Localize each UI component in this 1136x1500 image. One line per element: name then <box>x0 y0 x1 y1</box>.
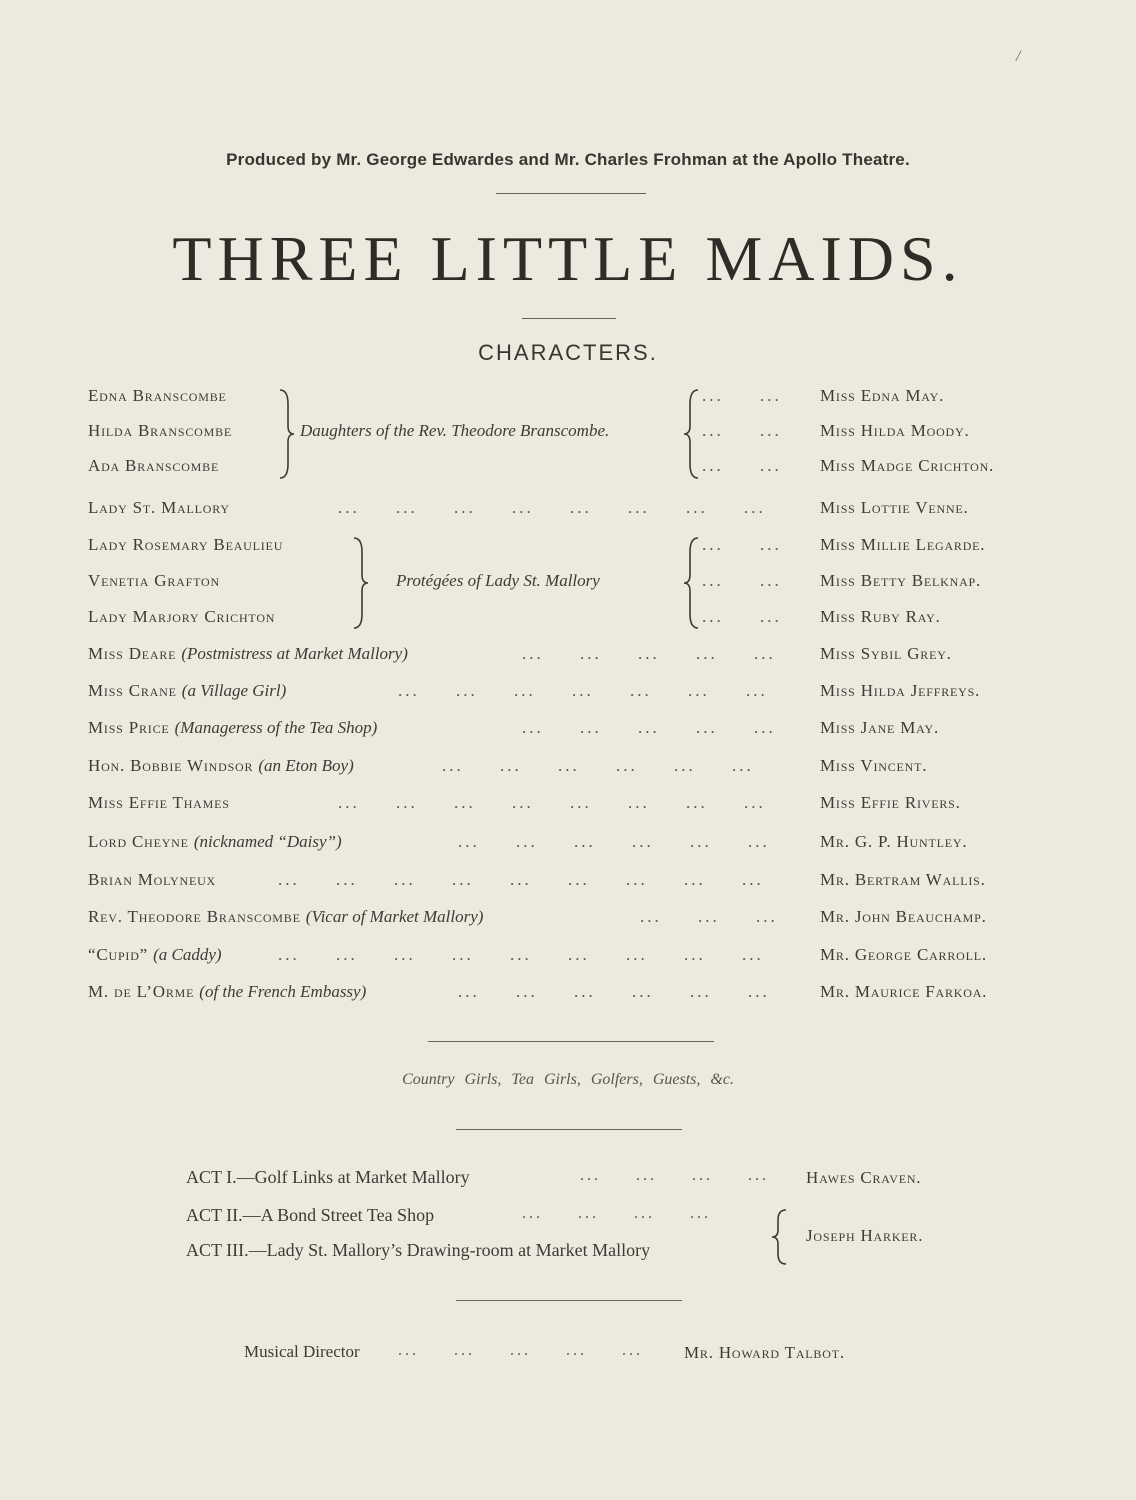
producer-line: Produced by Mr. George Edwardes and Mr. Charles Frohman at the Apollo Theatre. <box>226 150 910 169</box>
character-name: Miss Price (Manageress of the Tea Shop) <box>88 718 378 737</box>
actor-name: Miss Ruby Ray. <box>820 607 941 626</box>
actor-name: Miss Edna May. <box>820 386 945 405</box>
actor-name: Miss Millie Legarde. <box>820 535 986 554</box>
character-name: Venetia Grafton <box>88 571 220 590</box>
divider-2 <box>522 318 616 319</box>
character-name: Rev. Theodore Branscombe (Vicar of Market Mallory) <box>88 907 484 926</box>
actor-name: Mr. Bertram Wallis. <box>820 870 986 889</box>
actor-name: Mr. John Beauchamp. <box>820 907 987 926</box>
actor-name: Miss Hilda Jeffreys. <box>820 681 981 700</box>
leader-dots: ... ... ... ... <box>580 1167 769 1184</box>
cast-row <box>0 607 1136 637</box>
leader-dots: ... ... ... ... <box>522 1205 711 1222</box>
leader-dots: ... ... <box>702 386 782 405</box>
cast-row <box>0 681 1136 711</box>
cast-row <box>0 832 1136 862</box>
leader-dots: ... ... ... ... ... <box>522 644 776 663</box>
actor-name: Mr. Maurice Farkoa. <box>820 982 988 1001</box>
ensemble-line: Country Girls, Tea Girls, Golfers, Guests, &c. <box>402 1071 734 1088</box>
cast-row <box>0 456 1136 486</box>
cast-row <box>0 756 1136 786</box>
leader-dots: ... ... <box>702 607 782 626</box>
cast-row <box>0 945 1136 975</box>
leader-dots: ... ... ... ... ... ... <box>458 982 770 1001</box>
page-number-mark: / <box>1016 48 1021 65</box>
left-brace-proteges <box>350 534 372 632</box>
actor-name: Miss Effie Rivers. <box>820 793 961 812</box>
character-name: Lord Cheyne (nicknamed “Daisy”) <box>88 832 342 851</box>
leader-dots: ... ... <box>702 535 782 554</box>
musical-director-name: Mr. Howard Talbot. <box>684 1343 845 1362</box>
leader-dots: ... ... ... ... ... <box>522 718 776 737</box>
character-name: Edna Branscombe <box>88 386 227 405</box>
actor-name: Miss Madge Crichton. <box>820 456 995 475</box>
act-3: ACT III.—Lady St. Mallory’s Drawing-room at Market Mallory <box>186 1240 651 1260</box>
character-name: Hon. Bobbie Windsor (an Eton Boy) <box>88 756 354 775</box>
right-brace-proteges <box>680 534 702 632</box>
character-name: Brian Molyneux <box>88 870 217 889</box>
actor-name: Miss Jane May. <box>820 718 940 737</box>
character-name: Miss Deare (Postmistress at Market Mallory) <box>88 644 408 663</box>
leader-dots: ... ... ... ... ... ... ... ... <box>338 793 766 812</box>
actor-name: Miss Sybil Grey. <box>820 644 952 663</box>
scenic-artist-act-1: Hawes Craven. <box>806 1168 922 1187</box>
character-name: Lady Marjory Crichton <box>88 607 276 626</box>
cast-row <box>0 870 1136 900</box>
right-brace-daughters <box>680 386 702 482</box>
characters-heading: CHARACTERS. <box>478 340 658 365</box>
actor-name: Miss Lottie Venne. <box>820 498 969 517</box>
play-title: THREE LITTLE MAIDS. <box>172 223 964 294</box>
leader-dots: ... ... ... ... ... ... <box>458 832 770 851</box>
leader-dots: ... ... ... <box>640 907 778 926</box>
divider-1 <box>496 193 646 194</box>
character-name: “Cupid” (a Caddy) <box>88 945 222 964</box>
character-name: M. de L’Orme (of the French Embassy) <box>88 982 367 1001</box>
character-name: Hilda Branscombe <box>88 421 233 440</box>
group-label-proteges: Protégées of Lady St. Mallory <box>396 571 600 590</box>
character-name: Miss Crane (a Village Girl) <box>88 681 287 700</box>
cast-row <box>0 535 1136 565</box>
leader-dots: ... ... <box>702 571 782 590</box>
leader-dots: ... ... <box>702 456 782 475</box>
leader-dots: ... ... ... ... ... <box>398 1342 643 1359</box>
cast-row <box>0 982 1136 1012</box>
brace-acts-2-3 <box>768 1206 790 1268</box>
musical-director-label: Musical Director <box>244 1342 360 1361</box>
cast-row <box>0 793 1136 823</box>
leader-dots: ... ... <box>702 421 782 440</box>
cast-row <box>0 644 1136 674</box>
leader-dots: ... ... ... ... ... ... <box>442 756 754 775</box>
cast-row <box>0 498 1136 528</box>
act-1: ACT I.—Golf Links at Market Mallory <box>186 1167 470 1187</box>
actor-name: Miss Vincent. <box>820 756 928 775</box>
cast-row <box>0 907 1136 937</box>
divider-3 <box>428 1041 714 1042</box>
scenic-artist-acts-2-3: Joseph Harker. <box>806 1226 924 1245</box>
left-brace-daughters <box>276 386 298 482</box>
divider-5 <box>456 1300 682 1301</box>
character-name: Lady Rosemary Beaulieu <box>88 535 284 554</box>
character-name: Lady St. Mallory <box>88 498 230 517</box>
cast-row <box>0 386 1136 416</box>
character-name: Ada Branscombe <box>88 456 220 475</box>
character-name: Miss Effie Thames <box>88 793 230 812</box>
act-2: ACT II.—A Bond Street Tea Shop <box>186 1205 435 1225</box>
leader-dots: ... ... ... ... ... ... ... <box>398 681 768 700</box>
leader-dots: ... ... ... ... ... ... ... ... ... <box>278 945 764 964</box>
leader-dots: ... ... ... ... ... ... ... ... ... <box>278 870 764 889</box>
actor-name: Mr. George Carroll. <box>820 945 987 964</box>
cast-row <box>0 718 1136 748</box>
actor-name: Mr. G. P. Huntley. <box>820 832 968 851</box>
group-label-daughters: Daughters of the Rev. Theodore Branscombe. <box>300 421 610 440</box>
divider-4 <box>456 1129 682 1130</box>
leader-dots: ... ... ... ... ... ... ... ... <box>338 498 766 517</box>
actor-name: Miss Betty Belknap. <box>820 571 982 590</box>
actor-name: Miss Hilda Moody. <box>820 421 970 440</box>
